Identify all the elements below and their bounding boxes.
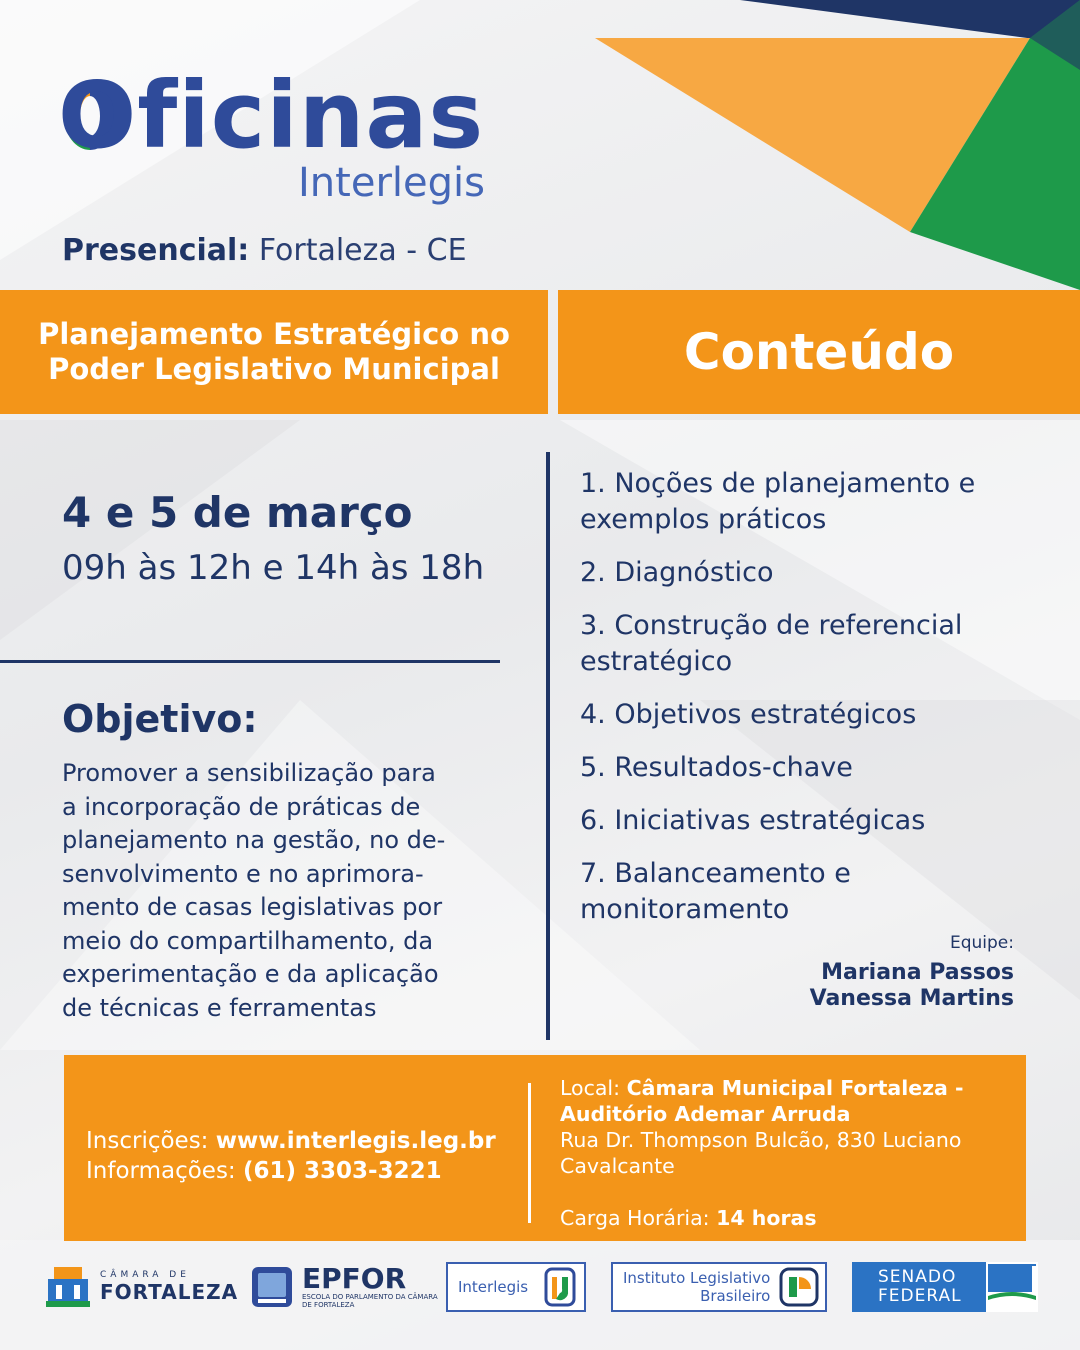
- presencial-location: Fortaleza - CE: [258, 233, 467, 268]
- local-label: Local:: [560, 1076, 621, 1100]
- workshop-title-band: [0, 290, 548, 414]
- logo-title: Oficinas: [58, 62, 485, 169]
- event-time: 09h às 12h e 14h às 18h: [62, 548, 485, 588]
- presencial-label: Presencial:: [62, 233, 250, 268]
- content-item-line: 7. Balanceamento e: [580, 858, 851, 889]
- objective-heading: Objetivo:: [62, 697, 258, 741]
- camara-small-text: CÂMARA DE: [100, 1270, 190, 1280]
- content-item: [580, 697, 1020, 733]
- content-item-line: 4. Objetivos estratégicos: [580, 699, 917, 730]
- content-list: [580, 466, 1020, 945]
- event-date: 4 e 5 de março: [62, 488, 413, 537]
- content-item: [580, 608, 1020, 680]
- address-line-2: Cavalcante: [560, 1154, 675, 1178]
- ilb-line-1: Instituto Legislativo: [623, 1269, 771, 1287]
- content-item-line: 6. Iniciativas estratégicas: [580, 805, 926, 836]
- senado-line-1: SENADO: [878, 1267, 957, 1287]
- contact-phone[interactable]: (61) 3303-3221: [243, 1158, 442, 1184]
- team-member: Vanessa Martins: [809, 986, 1014, 1011]
- registration-info: [86, 1126, 496, 1186]
- team-members: [810, 960, 1014, 1012]
- senado-line-2: FEDERAL: [878, 1286, 962, 1306]
- hours-label: Carga Horária:: [560, 1206, 710, 1230]
- content-item-line: 1. Noções de planejamento e: [580, 468, 976, 499]
- logo-subtitle: Interlegis: [298, 160, 485, 206]
- hours-value: 14 horas: [716, 1206, 817, 1230]
- objective-line: mento de casas legislativas por: [62, 893, 443, 921]
- epfor-logo: [250, 1262, 442, 1312]
- ilb-mark-icon: [779, 1267, 819, 1307]
- objective-line: experimentação e da aplicação: [62, 960, 439, 988]
- objective-line: Promover a sensibilização para: [62, 759, 436, 787]
- registration-link[interactable]: www.interlegis.leg.br: [215, 1128, 496, 1154]
- content-heading-band: [558, 290, 1080, 414]
- objective-line: de técnicas e ferramentas: [62, 993, 377, 1022]
- camara-fortaleza-logo: [44, 1262, 238, 1312]
- ilb-logo: [611, 1262, 827, 1312]
- ilb-line-2: Brasileiro: [700, 1287, 771, 1305]
- oficinas-logo: [58, 52, 485, 169]
- team-label: Equipe:: [949, 933, 1014, 953]
- workshop-title-line-1: Planejamento Estratégico no: [38, 316, 510, 351]
- content-item-line: 3. Construção de referencial: [580, 610, 963, 641]
- senado-federal-logo: [852, 1262, 1038, 1312]
- local-name-1: Câmara Municipal Fortaleza -: [626, 1076, 964, 1100]
- objective-text: [62, 757, 502, 1025]
- objective-line: a incorporação de práticas de: [62, 792, 421, 821]
- epfor-book-icon: [250, 1263, 294, 1311]
- senado-building-icon: [986, 1262, 1038, 1312]
- content-item-line: 5. Resultados-chave: [580, 752, 853, 783]
- objective-line: planejamento na gestão, no de-: [62, 826, 446, 854]
- info-divider: [528, 1083, 531, 1223]
- epfor-title: EPFOR: [302, 1262, 407, 1295]
- interlegis-footer-text: Interlegis: [458, 1278, 529, 1296]
- content-heading: Conteúdo: [683, 323, 955, 381]
- content-item-line: exemplos práticos: [580, 504, 827, 535]
- local-name-2: Auditório Ademar Arruda: [560, 1102, 851, 1126]
- content-item: [580, 803, 1020, 839]
- content-item: [580, 555, 1020, 591]
- registration-label: Inscrições:: [86, 1128, 209, 1154]
- camara-building-icon: [44, 1263, 92, 1311]
- content-item: [580, 750, 1020, 786]
- vertical-divider: [546, 452, 550, 1040]
- content-item: [580, 466, 1020, 538]
- contact-label: Informações:: [86, 1158, 236, 1184]
- epfor-subtitle: ESCOLA DO PARLAMENTO DA CÂMARA DE FORTALEZA: [302, 1293, 438, 1309]
- content-item-line: estratégico: [580, 646, 733, 677]
- content-item-line: 2. Diagnóstico: [580, 557, 774, 588]
- workshop-title-line-2: Poder Legislativo Municipal: [48, 352, 500, 386]
- interlegis-footer-logo: [446, 1262, 586, 1312]
- interlegis-mark-icon: [542, 1267, 578, 1307]
- objective-line: senvolvimento e no aprimora-: [62, 859, 424, 888]
- location-info: [560, 1075, 1010, 1231]
- content-item: [580, 856, 1020, 928]
- address-line-1: Rua Dr. Thompson Bulcão, 830 Luciano: [560, 1128, 962, 1152]
- presencial-info: [62, 233, 467, 268]
- team-member: Mariana Passos: [821, 960, 1014, 985]
- objective-line: meio do compartilhamento, da: [62, 926, 434, 955]
- divider-line: [0, 660, 500, 663]
- camara-big-text: FORTALEZA: [100, 1280, 239, 1304]
- content-item-line: monitoramento: [580, 894, 790, 925]
